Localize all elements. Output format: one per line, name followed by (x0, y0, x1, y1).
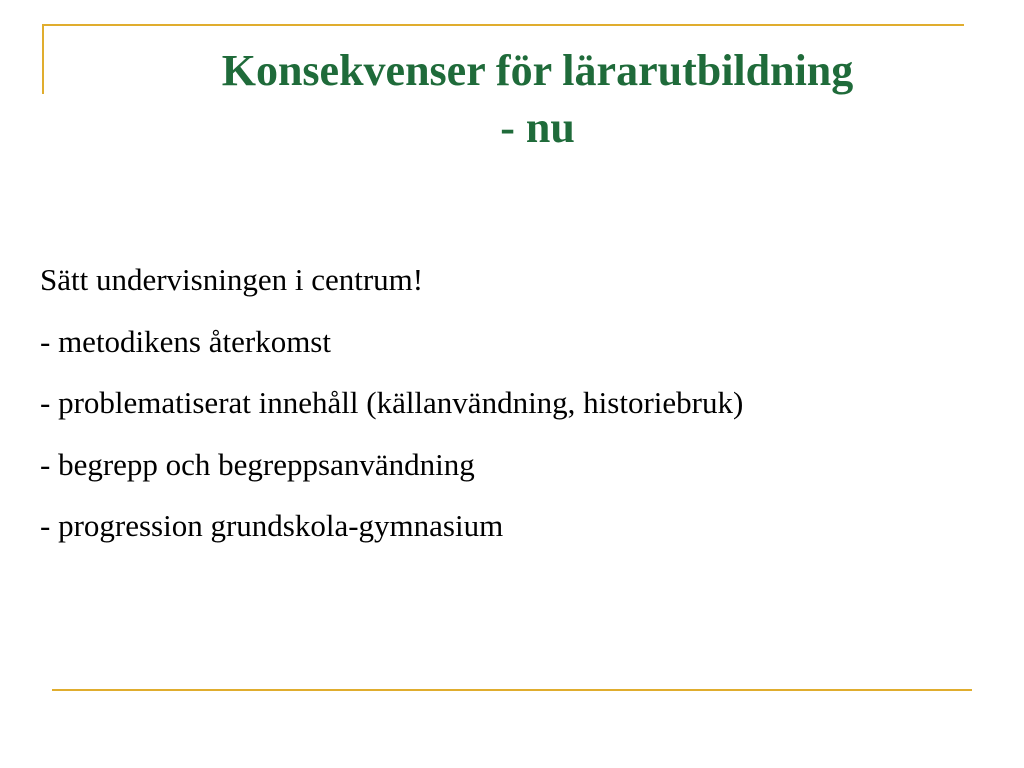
slide-title (60, 42, 1015, 156)
point-item: - begrepp och begreppsanvändning (40, 446, 475, 482)
slide-title-line-1: Konsekvenser för lärarutbildning (221, 46, 854, 95)
lead-statement: Sätt undervisningen i centrum! (40, 262, 424, 297)
top-decorative-rule (42, 24, 964, 26)
slide-body (40, 249, 1015, 557)
slide-title-line-2: - nu (500, 103, 575, 152)
point-item: - progression grundskola-gymnasium (40, 508, 504, 543)
bottom-decorative-rule (52, 689, 972, 691)
point-item: - metodikens återkomst (40, 323, 331, 359)
left-decorative-rule (42, 24, 44, 94)
point-item: - problematiserat innehåll (källanvändning, historiebruk) (40, 385, 744, 420)
